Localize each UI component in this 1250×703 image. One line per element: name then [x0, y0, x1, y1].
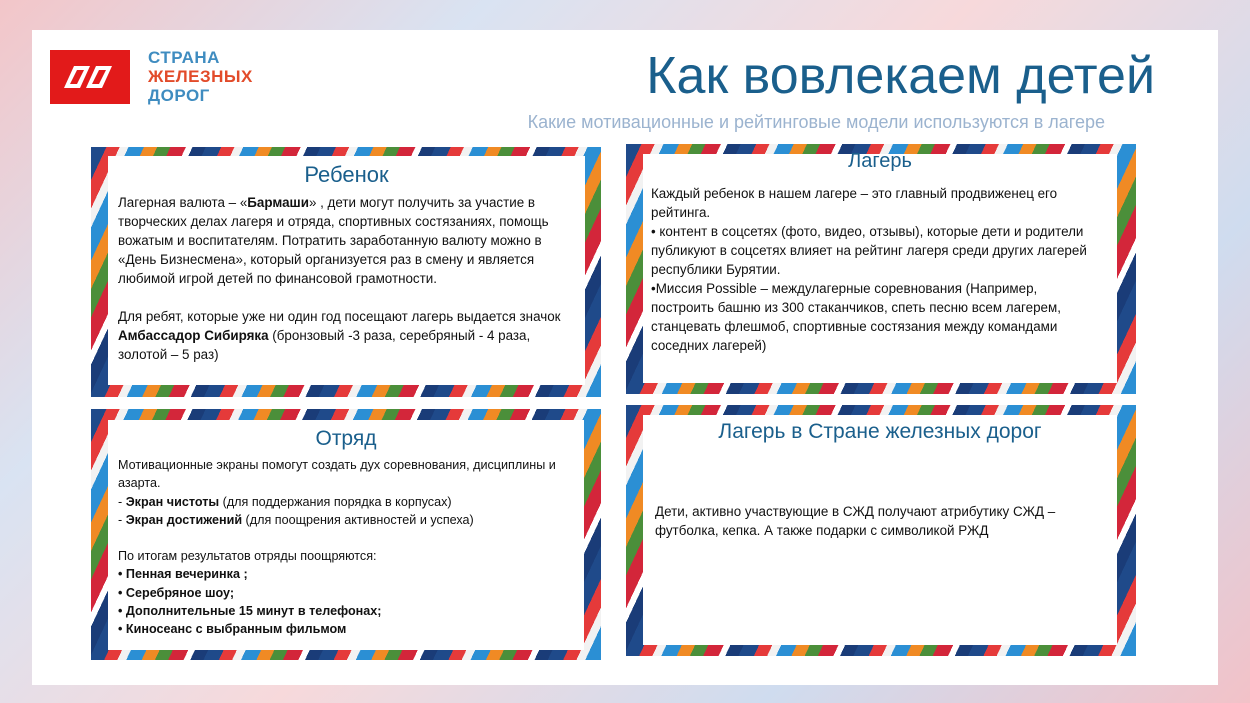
text-span: -: [118, 512, 126, 527]
text-span: Лагерная валюта – «: [118, 195, 248, 210]
page-subtitle: Какие мотивационные и рейтинговые модели используются в лагере: [527, 112, 1105, 132]
reward-text: • Серебряное шоу;: [118, 585, 235, 600]
camp-line-1: Каждый ребенок в нашем лагере – это главный продвиженец его рейтинга.: [651, 186, 1058, 220]
child-card: [108, 156, 585, 385]
railways-card-title: Лагерь в Стране железных дорог: [718, 420, 1042, 443]
squad-card-title: Отряд: [315, 427, 377, 450]
reward-text: • Дополнительные 15 минут в телефонах;: [118, 604, 382, 619]
rzd-logo: [50, 50, 270, 108]
reward-item: [118, 584, 574, 602]
railways-card-body: [643, 444, 1117, 540]
child-card-body: [108, 188, 585, 364]
reward-text: • Киносеанс с выбранным фильмом: [118, 622, 347, 637]
railways-panel: [626, 405, 1136, 656]
rzd-logo-mark: [50, 50, 130, 104]
logo-line-3: ДОРОГ: [148, 86, 210, 105]
squad-card-body: [108, 451, 584, 639]
child-card-title: Ребенок: [304, 162, 389, 187]
screen-name: Экран достижений: [125, 512, 243, 527]
text-span: -: [118, 494, 126, 509]
reward-item: [118, 602, 574, 620]
squad-item-2: [118, 511, 574, 529]
text-span: » , дети могут получить за участие в творческих делах лагеря и отряда, спортивных состязаниях, помощь вожатым и воспитателям. Потратить заработанную валюту можно в «День Бизнесмена», который организуется раз в смену и является любимой игрой детей по финансовой грамотности.: [118, 195, 549, 286]
squad-results: По итогам результатов отряды поощряются:: [118, 549, 377, 564]
squad-panel: [91, 409, 601, 660]
logo-line-2: ЖЕЛЕЗНЫХ: [148, 67, 253, 86]
child-currency-text: [118, 193, 567, 288]
child-badge-text: [118, 307, 567, 364]
camp-panel: [626, 144, 1136, 394]
logo-line-1: СТРАНА: [148, 48, 220, 67]
text-span: (для поддержания порядка в корпусах): [219, 494, 452, 509]
squad-item-1: [118, 493, 574, 511]
camp-line-3: •Миссия Possible – междулагерные соревнования (Например, построить башню из 300 стаканчиков, спеть песню всем лагерем, станцевать флешмоб, спортивные состязания между командами соседних лагерей): [651, 281, 1061, 353]
camp-line-2: • контент в соцсетях (фото, видео, отзывы), которые дети и родители публикуют в соцсетях влияет на рейтинг лагеря среди других лагерей республики Бурятии.: [651, 224, 1087, 277]
reward-text: • Пенная вечеринка ;: [118, 567, 248, 582]
railways-text: Дети, активно участвующие в СЖД получают атрибутику СЖД – футболка, кепка. А также подарки с символикой РЖД: [655, 504, 1056, 538]
text-span: (для поощрения активностей и успеха): [242, 512, 474, 527]
camp-card-title: Лагерь: [848, 150, 912, 172]
camp-card: [643, 150, 1117, 383]
railways-card: [643, 415, 1117, 645]
text-span: (бронзовый -3 раза, серебряный - 4 раза, золотой – 5 раз): [118, 328, 531, 362]
badge-name: Амбассадор Сибиряка: [118, 328, 269, 343]
logo-wordmark: [148, 48, 253, 105]
squad-card: [108, 420, 584, 650]
rzd-mark-icon: [60, 64, 120, 90]
screen-name: Экран чистоты: [125, 494, 220, 509]
child-panel: [91, 147, 601, 397]
currency-name: Бармаши: [247, 195, 309, 210]
page-title: Как вовлекаем детей: [646, 47, 1155, 105]
reward-item: [118, 565, 574, 583]
squad-intro: Мотивационные экраны помогут создать дух соревнования, дисциплины и азарта.: [118, 458, 556, 491]
camp-card-body: [643, 173, 1117, 355]
reward-item: [118, 620, 574, 638]
text-span: Для ребят, которые уже ни один год посещают лагерь выдается значок: [118, 309, 561, 324]
